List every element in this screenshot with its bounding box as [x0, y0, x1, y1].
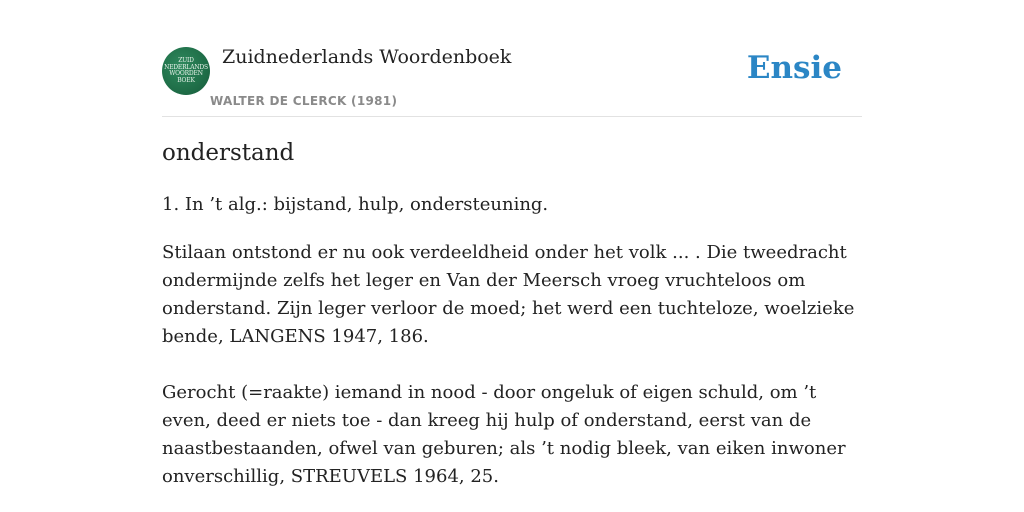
logo-line: BOEK: [177, 76, 195, 84]
source-title[interactable]: Zuidnederlands Woordenboek: [222, 46, 512, 68]
page: [162, 0, 862, 512]
headword: onderstand: [162, 140, 295, 166]
logo-line: NEDERLANDS: [164, 63, 208, 71]
source-author: WALTER DE CLERCK (1981): [210, 94, 398, 108]
logo-line: ZUID: [178, 57, 194, 64]
dictionary-logo[interactable]: [162, 47, 210, 95]
logo-line: WOORDEN: [169, 70, 203, 77]
brand-logo[interactable]: Ensie: [746, 50, 842, 86]
citation-quote: Stilaan ontstond er nu ook verdeeldheid onder het volk ... . Die tweedracht ondermijnde zelfs het leger en Van der Meersch vroeg vruchteloos om onderstand. Zijn leger verloor de moed; het werd een tuchteloze, woelzieke bende, LANGENS 1947, 186.: [162, 242, 855, 347]
source-header: [162, 0, 862, 117]
definition: 1. In ’t alg.: bijstand, hulp, ondersteuning.: [162, 194, 549, 215]
citation-quote: Gerocht (=raakte) iemand in nood - door ongeluk of eigen schuld, om ’t even, deed er niets toe - dan kreeg hij hulp of onderstand, eerst van de naastbestaanden, ofwel van geburen; als ’t nodig bleek, van eiken inwoner onverschillig, STREUVELS 1964, 25.: [162, 382, 846, 487]
